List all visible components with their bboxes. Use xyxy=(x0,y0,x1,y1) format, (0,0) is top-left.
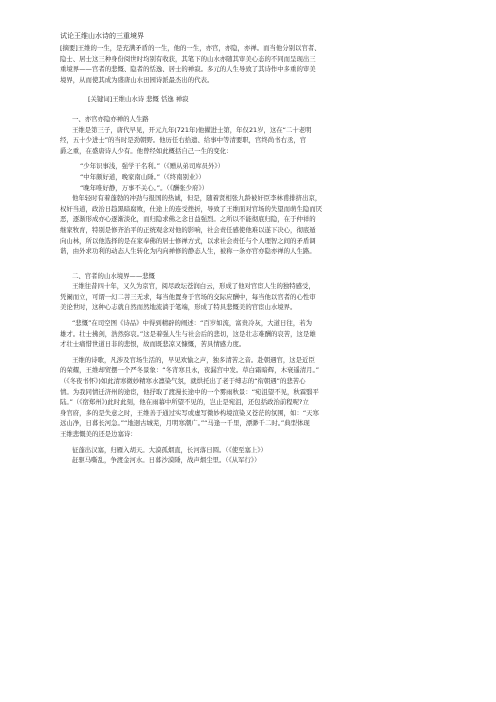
poem-quote: “晚年唯好静，万事不关心。”。（《酬张少府》） xyxy=(80,183,209,192)
paragraph-line: 王维的诗歌，凡涉及官场生活的，早见欢愉之声，独多清苦之音。赴朝遇官，这是近臣 xyxy=(72,355,315,364)
paragraph-line: 王维往昔四十年，又久为京官，阅尽政坛苍润白云，形成了他对官宦人生的独特感受， xyxy=(72,282,315,291)
poem-quote: 征蓬出汉塞，归雁入胡天。大漠孤烟直，长河落日圆。（《使至塞上》） xyxy=(72,445,267,454)
paragraph-line: 美论世时，这种心志就自然而然地流淌于笔端，形成了特具悲慨美的官宦山水境界。 xyxy=(60,303,297,312)
section-1 xyxy=(60,114,456,257)
paragraph-line: 经，五十少进士”的当时是劲朝野。他历任右拾遗、给事中等清要职，官终尚书右丞，官 xyxy=(60,136,307,145)
poem-quote: “少年识事浅，强学干名利。”（《赠从弟司库员外》） xyxy=(80,162,225,171)
paragraph-line: 权奸当道，政治日趋黑暗腐败，仕途上的连受挫折，导致了王维面对官场的失望而萌生隐而厌 xyxy=(60,204,323,213)
poem-quote: 赶驱马嘶乱，争渡金河水。日暮沙漠陲，战声烟尘里。（《从军行》） xyxy=(72,456,261,465)
abstract-line: 重境界——官者的悲慨、隐者的恬逸、居士的禅寂。多元的人生导致了其诗作中多重的审美 xyxy=(60,65,316,74)
paragraph-line: 他年轻时有着蓬勃的冲劲与报国的热诚，但是，随着贤相张九龄被奸臣李林甫排挤出京， xyxy=(72,194,322,203)
paragraph-line: 继家牧育，特别是修齐治平的正统观念对他的影响，社会责任感使他难以遂下决心，彻底遁 xyxy=(60,225,316,234)
abstract xyxy=(60,43,456,85)
paragraph-line: 凭阑而立，可谓一幻二菩三无求，每当他置身于官场的交际应酬中，每当他以官者的心性审 xyxy=(60,292,316,301)
paragraph-line: 谐，由外求功利的动态人生转化为内向禅修的静态人生，被称一条亦官亦隐亦禅的人生路。 xyxy=(60,247,316,256)
section-2 xyxy=(60,271,456,466)
paragraph-line: 远山净，日暮长河急。”“地迥古城芜，月明寒潮广。”“马逢一千里，漂渺千二时。”典型体现 xyxy=(60,419,310,428)
abstract-line: [摘要]王维的一生，是充满矛盾的一生，他的一生，亦官，亦隐，亦禅。而当他分别以官者、 xyxy=(60,44,321,52)
paragraph-line: 王维悲慨美的还是边塞诗： xyxy=(60,430,137,438)
paragraph-line: 爵之重，在盛唐诗人少有。他曾经如此概括自己一生的变化： xyxy=(60,146,233,155)
paragraph-line: 雄才。壮士拂剑，浩然弥哀。”这是着强人生与社会后的悲切，这是壮志难酬的哀苦，这是雄 xyxy=(60,329,316,338)
paragraph-line: 的荣耀，王维却贸摆一个严冬景象：“冬宵寒且永，夜漏宫中发。草白霜暗辉，木衰遥清月。” xyxy=(60,366,320,375)
paragraph-line: 陆。”（《宿郑州》)此时此刻，他在雨幕中所望不见的，岂止是宛沮，还包括政治前程呢?立 xyxy=(60,398,309,407)
keywords: [关键词]王维山水诗 悲慨 恬逸 禅寂 xyxy=(88,95,189,104)
paragraph-line: 才壮士痛惜世道日非的悲恨，故而既悲凉又慷慨，苦具情感力度。 xyxy=(60,340,246,349)
paragraph-line: 王维是第三子，唐代早见，开元九年(721年)他擢进士第，年仅21岁，这在“二十老明 xyxy=(72,125,312,134)
abstract-line: 隐士、居士这三种身份阅世时均别有收获，其笔下的山水亦随其审美心态的不同而呈现出三 xyxy=(60,54,316,63)
section-heading: 二、官者的山水境界——悲慨 xyxy=(72,271,156,280)
paragraph-line: 恶，逐渐形成亦心逐渐淡化，而归隐求佛之念日益强烈。之所以不能彻底归隐，在于仲祥的 xyxy=(60,215,316,224)
abstract-line: 境界，从而使其成为盛唐山水田园诗派最杰出的代表。 xyxy=(60,75,214,84)
section-heading: 一、亦官亦隐亦禅的人生路 xyxy=(72,114,149,123)
paragraph-line: “悲慨”在司空图《诗品》中得到精辟的阐述：“百岁如流，富贵冷灰，大道日往，若为 xyxy=(72,319,312,328)
paragraph-line: 情。为我同情迁济州的途宦，他抒取了渡漫长途中的一个雾雨秋景：“宛沮望不见，秋霖翳平 xyxy=(60,387,319,396)
document-title: 试论王维山水诗的三重境界 xyxy=(60,32,144,40)
paragraph-line: 向山林，所以他选择的是在家奉佛的居士修禅方式，以求社会责任与个人理智之间的矛盾调 xyxy=(60,236,316,245)
paragraph-line: （《冬夜书怀》)如此清寒微妙精寒水凛染气氛，就烘托出了老于缚志的“衔朝遇”的悲苦心 xyxy=(60,377,306,386)
poem-quote: “中年颇好道，晚家南山陲。”（《终南别业》） xyxy=(80,172,205,181)
paragraph-line: 身官府，多的是失意之时，王维善于通过实写或虚写微妙构境渲染又苍茫的氛围，如：“天寒 xyxy=(60,408,319,417)
